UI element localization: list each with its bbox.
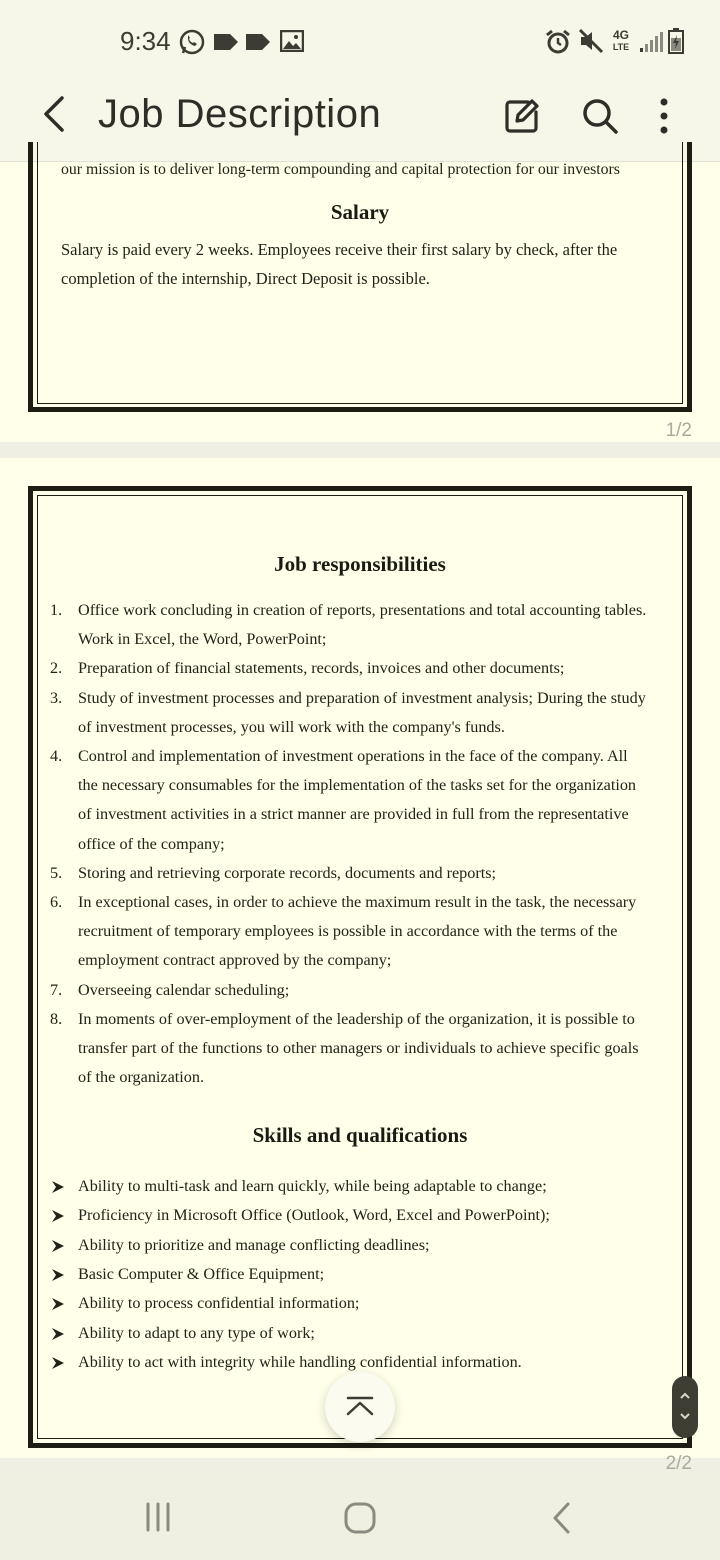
skill-text: Ability to act with integrity while handling confidential information. [78, 1352, 522, 1371]
back-arrow-icon[interactable] [36, 92, 76, 136]
list-number: 3. [50, 688, 63, 707]
responsibility-line: Preparation of financial statements, records, invoices and other documents; [78, 659, 565, 678]
arrow-bullet-icon [52, 1298, 64, 1310]
search-icon[interactable] [578, 94, 622, 138]
responsibility-item [50, 888, 678, 976]
skill-text: Ability to adapt to any type of work; [78, 1323, 315, 1342]
edit-icon[interactable] [500, 94, 544, 138]
tag-icon [214, 34, 238, 50]
responsibility-line: Storing and retrieving corporate records, documents and reports; [78, 863, 497, 882]
list-number: 4. [50, 747, 63, 765]
fast-scroll-handle[interactable] [672, 1376, 698, 1438]
document-page-2 [0, 458, 720, 1458]
skill-text: Ability to multi-task and learn quickly, while being adaptable to change; [78, 1177, 547, 1195]
skill-item [78, 1260, 678, 1289]
list-number: 7. [50, 980, 63, 999]
system-nav-bar [0, 1476, 720, 1560]
responsibility-item [50, 742, 678, 859]
image-icon [280, 30, 304, 52]
skill-item [78, 1201, 678, 1230]
page-title: Job Description [98, 92, 382, 136]
responsibility-line: office of the company; [78, 834, 225, 853]
network-label: 4G [612, 28, 629, 42]
skill-item [78, 1289, 678, 1318]
arrow-bullet-icon [52, 1357, 64, 1369]
responsibility-line: employment contract approved by the company; [78, 951, 392, 970]
home-icon[interactable] [340, 1498, 380, 1538]
responsibility-line: of investment processes, you will work with the company's funds. [78, 717, 505, 736]
page-number-2: 2/2 [665, 1453, 692, 1474]
battery-icon [668, 28, 684, 54]
arrow-bullet-icon [52, 1181, 64, 1193]
skill-item [78, 1172, 678, 1201]
responsibilities-heading: Job responsibilities [274, 552, 446, 576]
back-icon[interactable] [542, 1498, 582, 1538]
skills-heading: Skills and qualifications [252, 1123, 468, 1147]
responsibility-line: Control and implementation of investment operations in the face of the company. All [78, 747, 628, 765]
responsibility-line: In moments of over-employment of the leadership of the organization, it is possible to [78, 1009, 635, 1028]
cut-off-line: our mission is to deliver long-term compounding and capital protection for our investors [61, 161, 620, 178]
whatsapp-icon [178, 28, 206, 56]
scroll-to-top-button[interactable] [325, 1372, 395, 1442]
alarm-icon [544, 28, 572, 56]
list-number: 1. [50, 601, 63, 619]
list-number: 2. [50, 659, 63, 678]
more-options-icon[interactable] [642, 94, 686, 138]
responsibility-line: Overseeing calendar scheduling; [78, 980, 290, 999]
list-number: 5. [50, 863, 63, 882]
responsibility-item [50, 859, 678, 888]
skill-text: Basic Computer & Office Equipment; [78, 1264, 325, 1283]
status-time: 9:34 [120, 26, 171, 56]
4g-lte-icon: 4G LTE [612, 28, 630, 52]
skill-text: Ability to prioritize and manage conflicting deadlines; [78, 1235, 430, 1254]
responsibility-line: of the organization. [78, 1068, 205, 1087]
list-number: 8. [50, 1009, 63, 1028]
recents-icon[interactable] [138, 1498, 178, 1538]
skill-text: Ability to process confidential information; [78, 1294, 360, 1313]
document-page-1 [0, 162, 720, 442]
responsibility-line: Study of investment processes and preparation of investment analysis; During the study [78, 688, 646, 707]
responsibility-line: transfer part of the functions to other managers or individuals to achieve specific goals [78, 1039, 639, 1057]
salary-heading: Salary [330, 200, 390, 224]
responsibility-item [50, 684, 678, 742]
responsibility-line: Office work concluding in creation of reports, presentations and total accounting tables. [78, 601, 647, 619]
responsibility-item [50, 976, 678, 1005]
list-number: 6. [50, 893, 63, 911]
salary-text: Salary is paid every 2 weeks. Employees receive their first salary by check, after the completion of the internship, Direct Deposit is possible. [61, 240, 618, 288]
responsibility-line: the necessary consumables for the implementation of the tasks set for the organization [78, 776, 637, 795]
scroll-to-top-icon [325, 1372, 395, 1442]
skill-item [78, 1319, 678, 1348]
responsibility-item [50, 654, 678, 683]
responsibility-line: recruitment of temporary employees is possible in accordance with the terms of the [78, 922, 618, 941]
responsibility-item [50, 1005, 678, 1093]
page-number-1: 1/2 [665, 420, 692, 441]
signal-icon [640, 32, 664, 52]
mute-icon [578, 28, 604, 54]
tag-icon [246, 34, 270, 50]
skill-text: Proficiency in Microsoft Office (Outlook, Word, Excel and PowerPoint); [78, 1206, 550, 1225]
responsibility-line: Work in Excel, the Word, PowerPoint; [78, 630, 327, 649]
scroll-chevrons-icon [672, 1376, 698, 1438]
status-bar [0, 0, 720, 80]
arrow-bullet-icon [52, 1328, 64, 1340]
skill-item [78, 1231, 678, 1260]
arrow-bullet-icon [52, 1240, 64, 1252]
responsibility-line: of investment activities in a strict manner are provided in full from the representative [78, 805, 629, 824]
responsibility-line: In exceptional cases, in order to achieve the maximum result in the task, the necessary [78, 893, 637, 911]
responsibility-item [50, 596, 678, 654]
arrow-bullet-icon [52, 1269, 64, 1281]
arrow-bullet-icon [52, 1210, 64, 1222]
